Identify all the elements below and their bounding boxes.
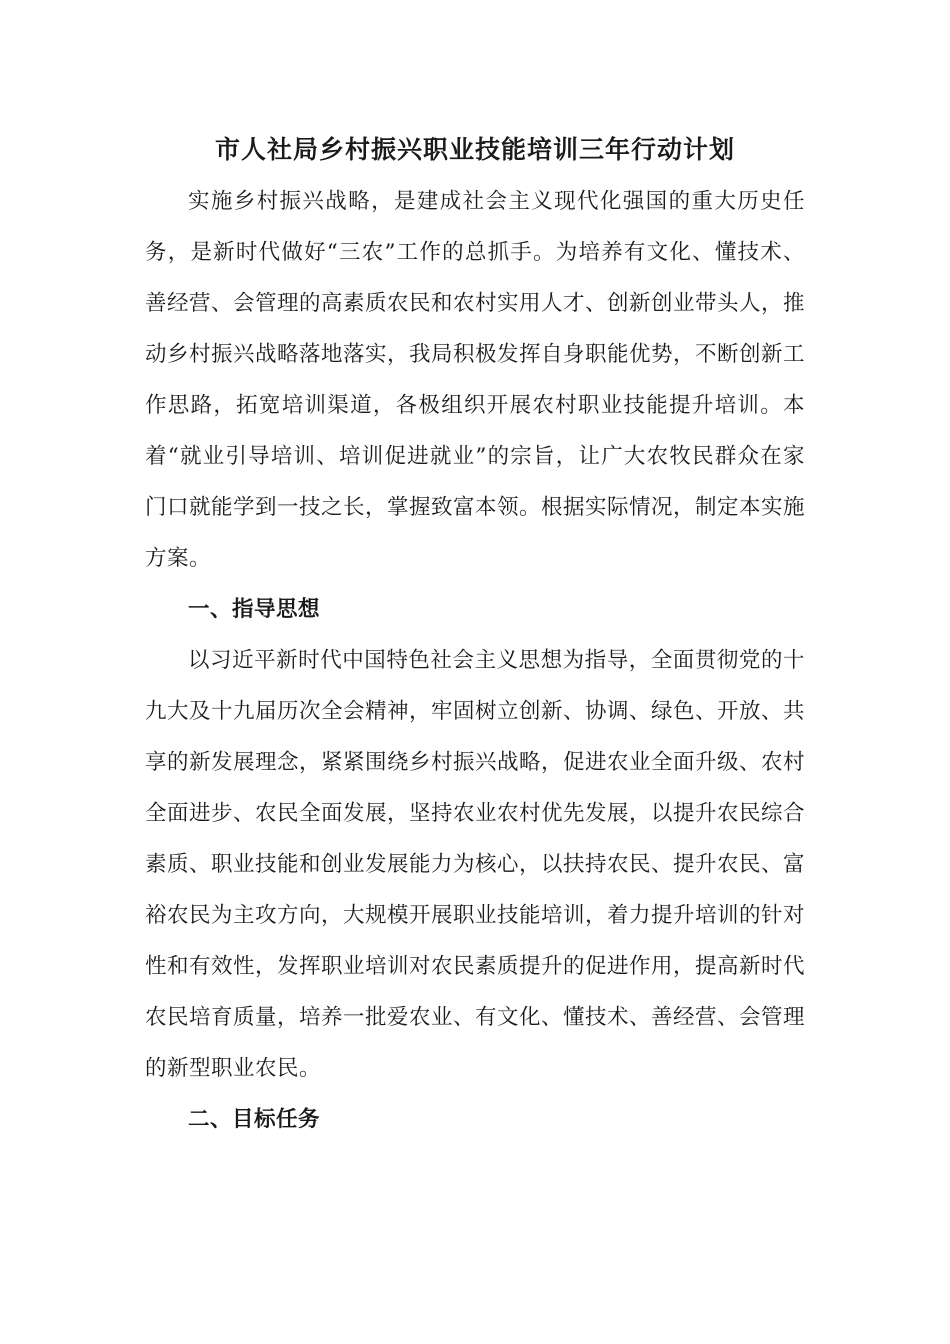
section-heading-guiding-ideology: 一、指导思想 [188, 597, 321, 622]
document-body [145, 132, 805, 1145]
guiding-ideology-paragraph: 以习近平新时代中国特色社会主义思想为指导，全面贯彻党的十九大及十九届历次全会精神，牢固树立创新、协调、绿色、开放、共享的新发展理念，紧紧围绕乡村振兴战略，促进农业全面升级、农村全面进步、农民全面发展，坚持农业农村优先发展，以提升农民综合素质、职业技能和创业发展能力为核心，以扶持农民、提升农民、富裕农民为主攻方向，大规模开展职业技能培训，着力提升培训的针对性和有效性，发挥职业培训对农民素质提升的促进作用，提高新时代农民培育质量，培养一批爱农业、有文化、懂技术、善经营、会管理的新型职业农民。 [145, 648, 806, 1081]
document-title: 市人社局乡村振兴职业技能培训三年行动计划 [214, 135, 735, 164]
section-heading-goals-tasks: 二、目标任务 [188, 1107, 321, 1132]
intro-paragraph: 实施乡村振兴战略，是建成社会主义现代化强国的重大历史任务，是新时代做好“三农”工作的总抓手。为培养有文化、懂技术、善经营、会管理的高素质农民和农村实用人才、创新创业带头人，推动乡村振兴战略落地落实，我局积极发挥自身职能优势，不断创新工作思路，拓宽培训渠道，各极组织开展农村职业技能提升培训。本着“就业引导培训、培训促进就业”的宗旨，让广大农牧民群众在家门口就能学到一技之长，掌握致富本领。根据实际情况，制定本实施方案。 [145, 189, 806, 571]
